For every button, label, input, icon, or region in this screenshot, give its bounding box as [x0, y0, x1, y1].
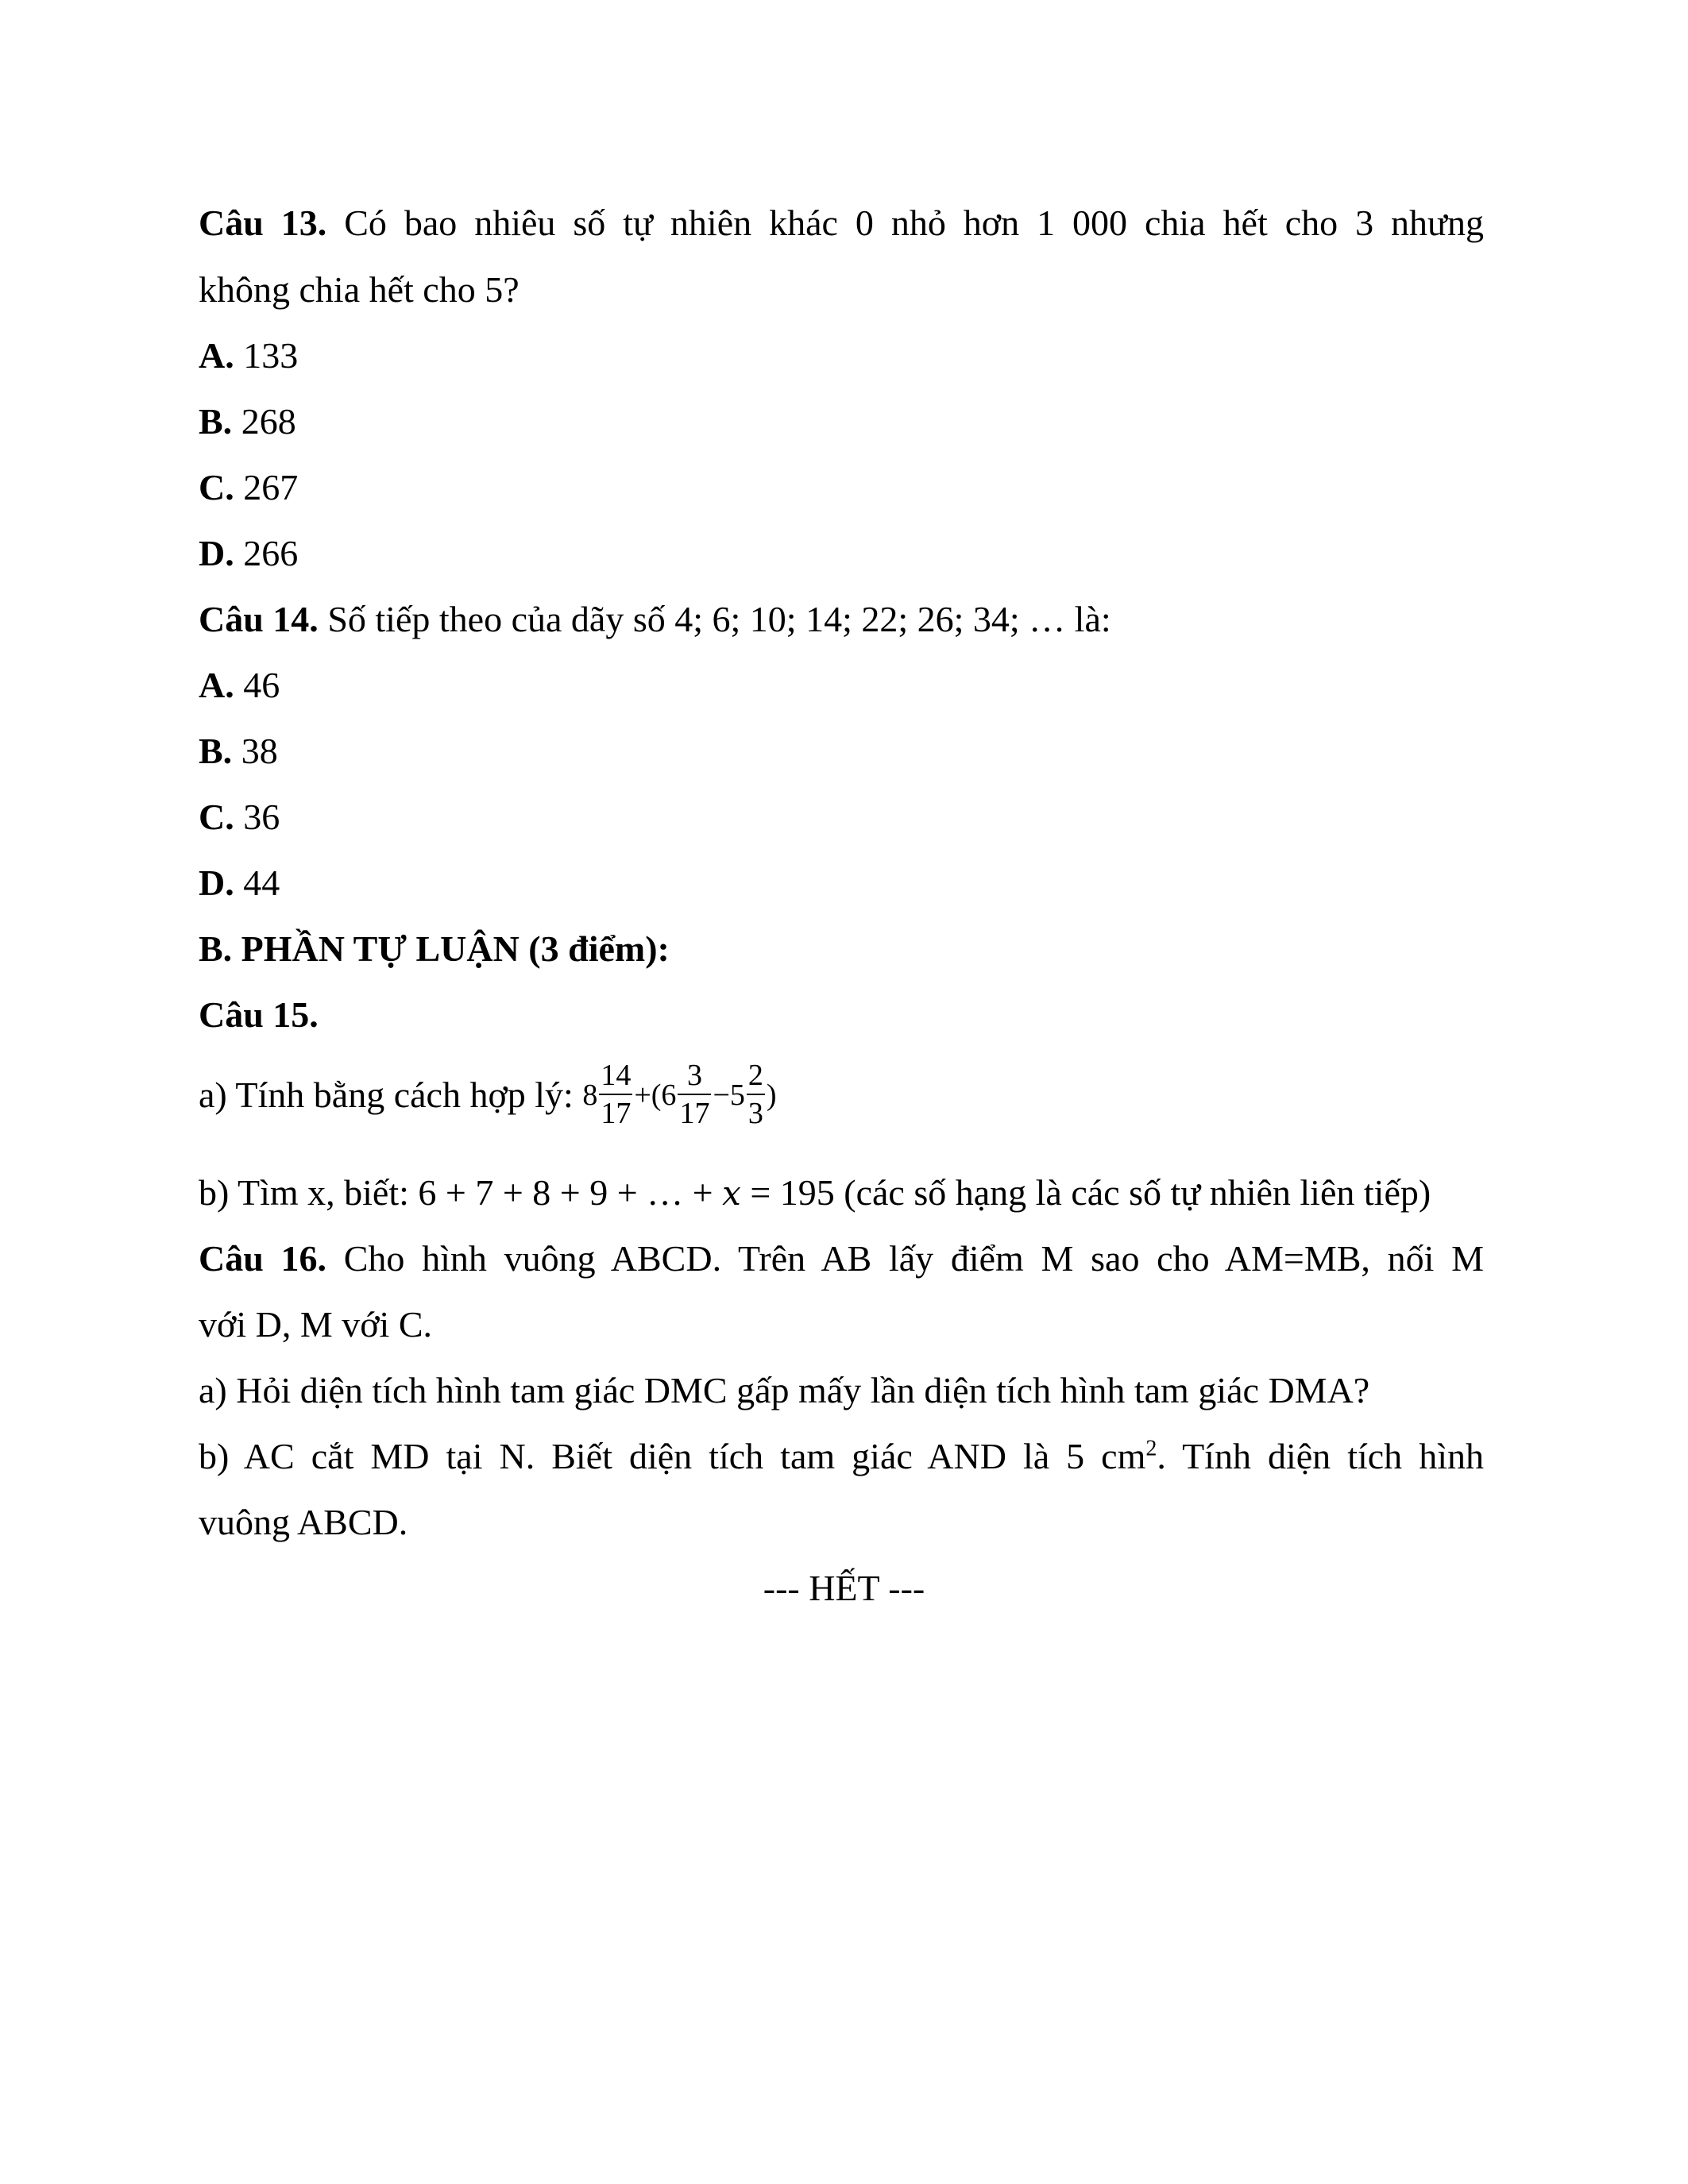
q15-part-b — [199, 1172, 1431, 1213]
option-value: 38 — [232, 731, 278, 771]
option-value: 267 — [234, 467, 299, 507]
q13-line1 — [199, 205, 1484, 241]
q13-option-c — [199, 469, 298, 506]
q13-option-d — [199, 535, 298, 572]
end-mark: --- HẾT --- — [763, 1568, 925, 1608]
numerator: 2 — [747, 1060, 765, 1095]
math-expression — [582, 1060, 776, 1130]
section-b-heading: B. PHẦN TỰ LUẬN (3 điểm): — [199, 928, 670, 969]
fraction — [678, 1060, 711, 1130]
operator: ) — [766, 1078, 777, 1112]
option-value: 266 — [234, 533, 299, 573]
q16-label: Câu 16. — [199, 1238, 327, 1279]
q15-label-line — [199, 994, 319, 1035]
option-letter: A. — [199, 335, 234, 376]
q16-text-line2: với D, M với C. — [199, 1304, 433, 1345]
denominator: 17 — [679, 1096, 710, 1130]
q16-part-b-line1 — [199, 1438, 1484, 1475]
denominator: 3 — [747, 1096, 763, 1130]
q15-label: Câu 15. — [199, 994, 319, 1035]
q16-part-b-text: b) AC cắt MD tại N. Biết diện tích tam giác AND là 5 cm — [199, 1436, 1146, 1476]
q16-text-line1: Cho hình vuông ABCD. Trên AB lấy điểm M sao cho AM=MB, nối M — [326, 1238, 1484, 1279]
option-letter: C. — [199, 797, 234, 837]
numerator: 3 — [678, 1060, 711, 1095]
option-value: 268 — [232, 401, 296, 442]
q15-part-b-post: = 195 (các số hạng là các số tự nhiên liên tiếp) — [740, 1172, 1431, 1213]
option-value: 44 — [234, 862, 280, 903]
q16-part-b-line2: vuông ABCD. — [199, 1502, 408, 1542]
option-value: 46 — [234, 665, 280, 705]
q14-text: Số tiếp theo của dãy số 4; 6; 10; 14; 22; 26; 34; … là: — [318, 599, 1111, 639]
q14-option-b — [199, 733, 278, 770]
operator: −5 — [713, 1078, 745, 1112]
q15-part-b-pre: b) Tìm x, biết: 6 + 7 + 8 + 9 + … + — [199, 1172, 723, 1213]
q13-option-a — [199, 335, 299, 376]
denominator: 17 — [601, 1096, 632, 1130]
superscript: 2 — [1145, 1436, 1157, 1461]
fraction — [599, 1060, 632, 1130]
option-letter: B. — [199, 731, 233, 771]
q13-label: Câu 13. — [199, 203, 327, 243]
q13-text-line2: không chia hết cho 5? — [199, 269, 520, 310]
option-letter: B. — [199, 401, 233, 442]
q14-line — [199, 601, 1111, 638]
variable-x: x — [722, 1174, 741, 1213]
option-letter: D. — [199, 533, 234, 573]
option-value: 36 — [234, 797, 280, 837]
q14-option-a — [199, 667, 280, 704]
q14-option-d — [199, 862, 280, 903]
q14-option-c — [199, 799, 280, 835]
q15-part-a — [199, 1060, 777, 1130]
q16-part-a: a) Hỏi diện tích hình tam giác DMC gấp mấy lần diện tích hình tam giác DMA? — [199, 1370, 1370, 1410]
option-letter: C. — [199, 467, 234, 507]
fraction — [747, 1060, 765, 1130]
q16-line1 — [199, 1238, 1484, 1279]
q13-option-b — [199, 403, 296, 440]
option-value: 133 — [234, 335, 299, 376]
whole-number: 8 — [582, 1078, 598, 1112]
q15-part-a-text: a) Tính bằng cách hợp lý: — [199, 1074, 583, 1115]
numerator: 14 — [599, 1060, 632, 1095]
q16-part-b-text-post: . Tính diện tích hình — [1157, 1436, 1484, 1476]
option-letter: D. — [199, 862, 234, 903]
operator: +(6 — [634, 1078, 677, 1112]
option-letter: A. — [199, 665, 234, 705]
q13-text-line1: Có bao nhiêu số tự nhiên khác 0 nhỏ hơn 1 000 chia hết cho 3 nhưng — [326, 203, 1484, 243]
q14-label: Câu 14. — [199, 599, 319, 639]
